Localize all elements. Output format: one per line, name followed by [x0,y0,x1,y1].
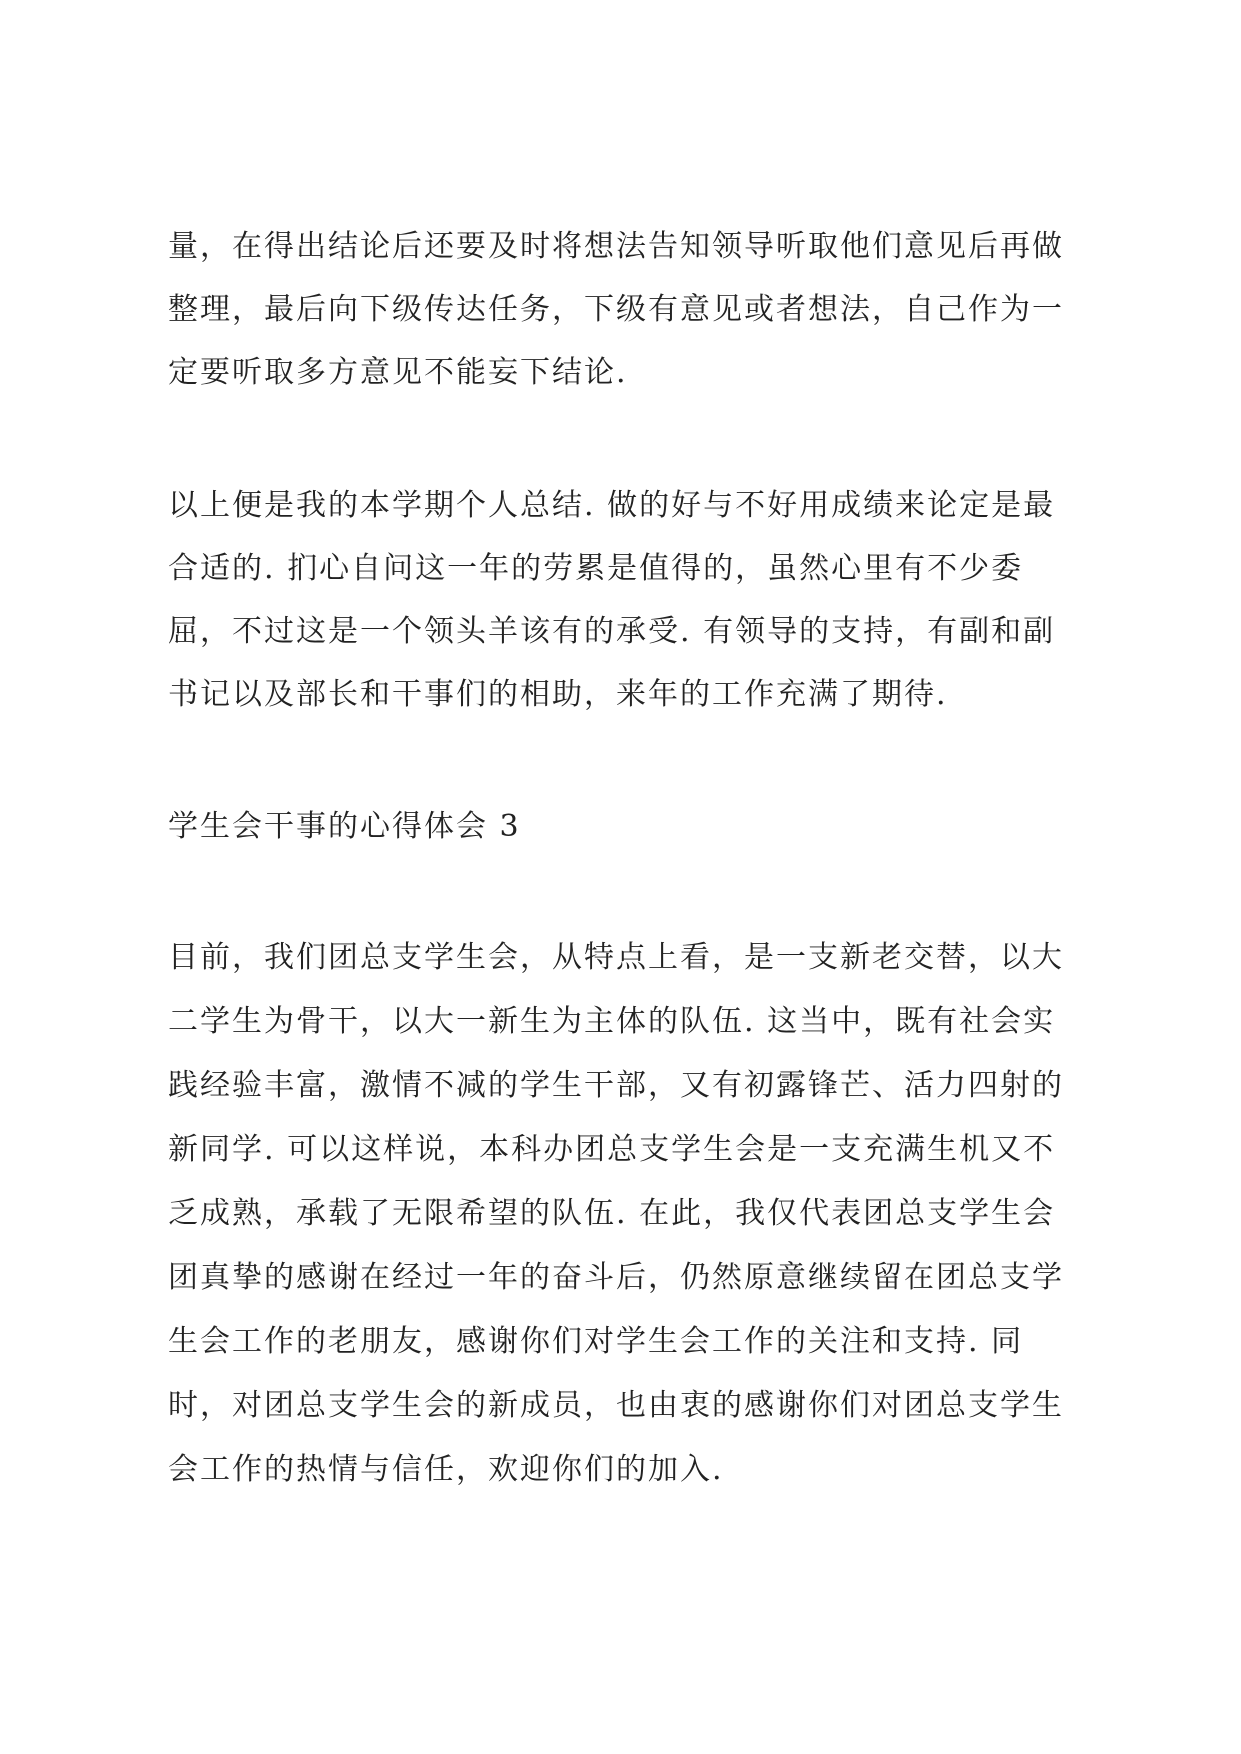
section-heading: 学生会干事的心得体会 3 [168,809,521,844]
paragraph-1-line: 整理，最后向下级传达任务，下级有意见或者想法，自己作为一 [168,292,1064,327]
paragraph-3-line: 二学生为骨干，以大一新生为主体的队伍. 这当中，既有社会实 [168,1004,1056,1039]
paragraph-2-line: 书记以及部长和干事们的相助，来年的工作充满了期待. [168,677,948,712]
paragraph-3-line: 目前，我们团总支学生会，从特点上看，是一支新老交替，以大 [168,940,1064,975]
paragraph-1-line: 定要听取多方意见不能妄下结论. [168,355,628,390]
paragraph-3-line: 乏成熟，承载了无限希望的队伍. 在此，我仅代表团总支学生会 [168,1196,1056,1231]
paragraph-2-line: 屈，不过这是一个领头羊该有的承受. 有领导的支持，有副和副 [168,614,1056,649]
paragraph-3-line: 会工作的热情与信任，欢迎你们的加入. [168,1452,724,1487]
paragraph-3-line: 新同学. 可以这样说，本科办团总支学生会是一支充满生机又不 [168,1132,1056,1167]
paragraph-3-line: 团真挚的感谢在经过一年的奋斗后，仍然原意继续留在团总支学 [168,1260,1064,1295]
paragraph-3-line: 践经验丰富，激情不减的学生干部，又有初露锋芒、活力四射的 [168,1068,1064,1103]
paragraph-3-line: 生会工作的老朋友，感谢你们对学生会工作的关注和支持. 同 [168,1324,1024,1359]
paragraph-3-line: 时，对团总支学生会的新成员，也由衷的感谢你们对团总支学生 [168,1388,1064,1423]
paragraph-1-line: 量，在得出结论后还要及时将想法告知领导听取他们意见后再做 [168,229,1064,264]
paragraph-2-line: 合适的. 扪心自问这一年的劳累是值得的，虽然心里有不少委 [168,551,1024,586]
paragraph-2-line: 以上便是我的本学期个人总结. 做的好与不好用成绩来论定是最 [168,488,1056,523]
